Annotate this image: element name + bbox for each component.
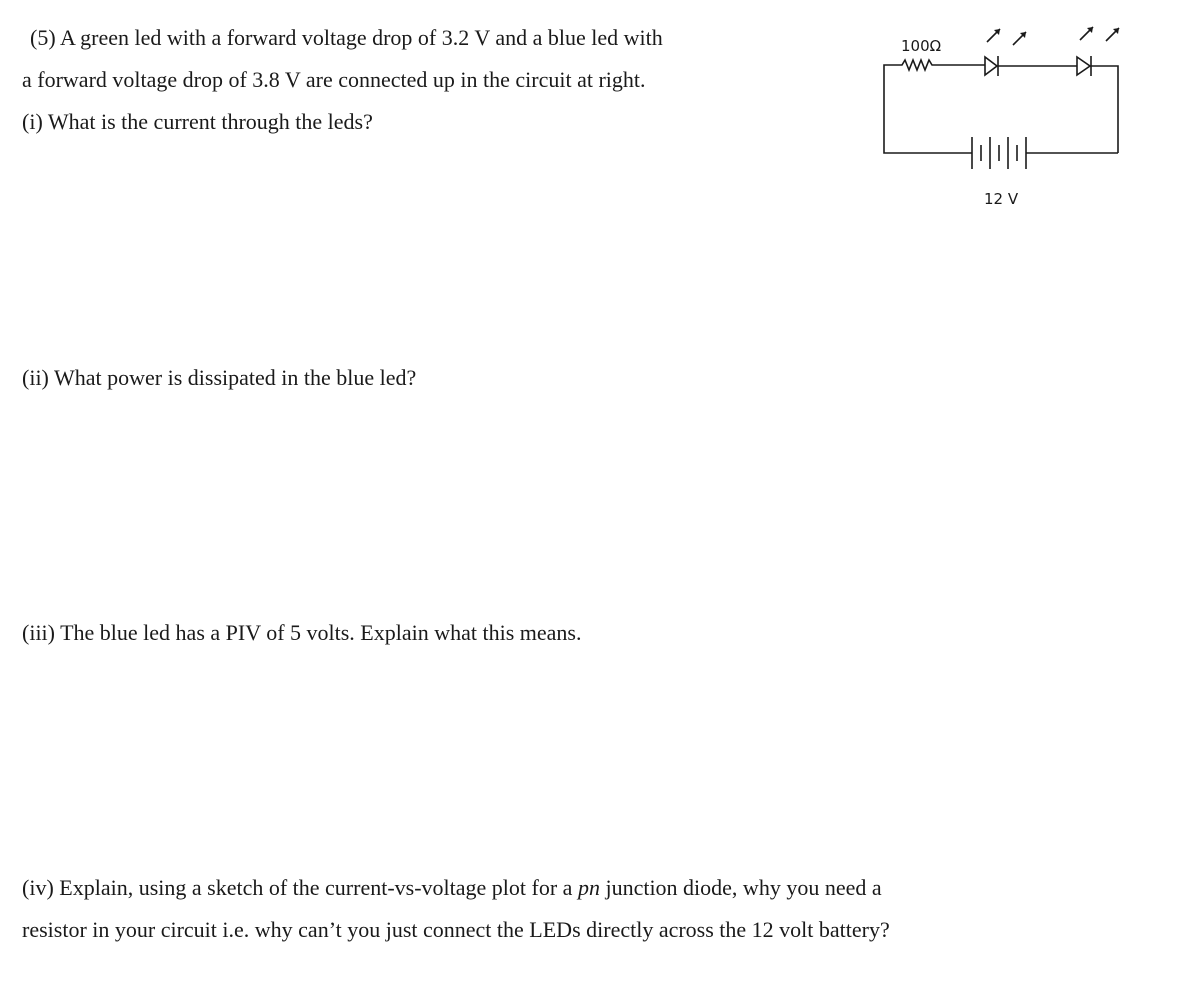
resistor-symbol	[884, 60, 937, 70]
part-iv-text-before: (iv) Explain, using a sketch of the current-vs-voltage plot for a	[22, 875, 578, 900]
green-led-symbol	[985, 29, 1026, 76]
blue-led-symbol	[1077, 27, 1119, 76]
battery-label: 12 V	[984, 190, 1019, 208]
question-part-iv-line-1	[22, 874, 882, 902]
wire-top-right	[1091, 66, 1118, 153]
wire-left	[884, 68, 972, 153]
question-intro-line-1: (5) A green led with a forward voltage drop of 3.2 V and a blue led with	[30, 25, 663, 50]
question-part-iii: (iii) The blue led has a PIV of 5 volts. Explain what this means.	[22, 620, 582, 645]
part-iv-pn-italic: pn	[577, 875, 600, 900]
part-iv-text-after: junction diode, why you need a	[599, 875, 882, 900]
question-part-ii: (ii) What power is dissipated in the blue led?	[22, 365, 417, 390]
question-part-i: (i) What is the current through the leds?	[22, 109, 373, 134]
circuit-diagram	[875, 10, 1135, 220]
question-intro-line-2: a forward voltage drop of 3.8 V are connected up in the circuit at right.	[22, 67, 646, 92]
resistor-label: 100Ω	[901, 37, 942, 55]
battery-symbol	[972, 137, 1026, 169]
question-part-iv-line-2: resistor in your circuit i.e. why can’t you just connect the LEDs directly across the 12 volt battery?	[22, 917, 890, 942]
